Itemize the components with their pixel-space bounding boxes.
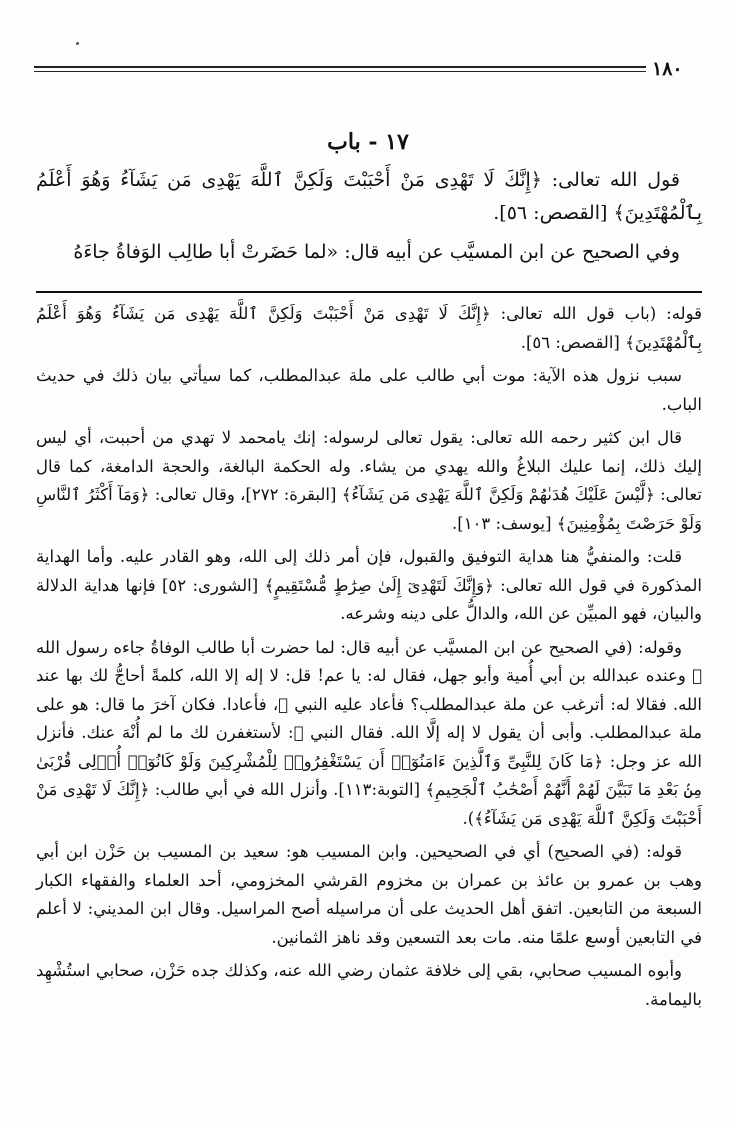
- header-rule-thick: [34, 66, 646, 68]
- commentary-paragraph: وأبوه المسيب صحابي، بقي إلى خلافة عثمان رضي الله عنه، وكذلك جده حَزْن، صحابي استُشْهِد باليمامة.: [36, 961, 702, 1009]
- commentary-paragraph: قلت: والمنفيُّ هنا هداية التوفيق والقبول، فإن أمر ذلك إلى الله، وهو القادر عليه. وأما الهداية المذكورة في قول الله تعالى: ﴿وَإِنَّكَ لَتَهْدِىٓ إِلَىٰ صِرَٰطٍ مُّسْتَقِيمٍ﴾ [الشورى: ٥٢] فإنها هداية الدلالة والبيان، فهو المبيِّن عن الله، والدالُّ على دينه وشرعه.: [36, 547, 702, 623]
- commentary-paragraph: وقوله: (في الصحيح عن ابن المسيَّب عن أبيه قال: لما حضرت أبا طالب الوفاةُ جاءه رسول الله ﷺ وعنده عبدالله بن أبي أُمية وأبو جهل، فقال له: يا عم! قل: لا إله إلا الله، كلمةً أحاجُّ لك بها عند الله. فقالا له: أترغب عن ملة عبدالمطلب؟ فأعاد عليه النبي ﷺ، فأعادا. فكان آخرَ ما قال: هو على ملة عبدالمطلب. وأبى أن يقول لا إله إلَّا الله. فقال النبي ﷺ: لأستغفرن لك ما لم أُنْهَ عنك. فأنزل الله عز وجل: ﴿مَا كَانَ لِلنَّبِىِّ وَٱلَّذِينَ ءَامَنُوٓا۟ أَن يَسْتَغْفِرُوا۟ لِلْمُشْرِكِينَ وَلَوْ كَانُوٓا۟ أُو۟لِى قُرْبَىٰ مِنۢ بَعْدِ مَا تَبَيَّنَ لَهُمْ أَنَّهُمْ أَصْحَٰبُ ٱلْجَحِيمِ﴾ [التوبة:١١٣]. وأنزل الله في أبي طالب: ﴿إِنَّكَ لَا تَهْدِى مَنْ أَحْبَبْتَ وَلَكِنَّ ٱللَّهَ يَهْدِى مَن يَشَآءُ﴾).: [36, 637, 702, 828]
- main-text: [36, 164, 702, 275]
- chapter-title: ١٧ - باب: [327, 129, 409, 155]
- commentary: [36, 300, 702, 1019]
- commentary-paragraph: قال ابن كثير رحمه الله تعالى: يقول تعالى لرسوله: إنك يامحمد لا تهدي من أحببت، أي ليس إليك ذلك، إنما عليك البلاغُ والله يهدي من يشاء. وله الحكمة البالغة، والحجة الدامغة، كما قال تعالى: ﴿لَّيْسَ عَلَيْكَ هُدَىٰهُمْ وَلَكِنَّ ٱللَّهَ يَهْدِى مَن يَشَآءُ﴾ [البقرة: ٢٧٢]، وقال تعالى: ﴿وَمَآ أَكْثَرُ ٱلنَّاسِ وَلَوْ حَرَصْتَ بِمُؤْمِنِينَ﴾ [يوسف: ١٠٣].: [36, 428, 702, 533]
- page-number: ١٨٠: [652, 58, 683, 80]
- commentary-paragraph: سبب نزول هذه الآية: موت أبي طالب على ملة عبدالمطلب، كما سيأتي بيان ذلك في حديث الباب.: [36, 366, 702, 414]
- header-rule-thin: [34, 71, 646, 72]
- section-divider: [36, 291, 702, 293]
- main-paragraph: قول الله تعالى: ﴿إِنَّكَ لَا تَهْدِى مَنْ أَحْبَبْتَ وَلَكِنَّ ٱللَّهَ يَهْدِى مَن يَشَآءُ وَهُوَ أَعْلَمُ بِٱلْمُهْتَدِينَ﴾ [القصص: ٥٦].: [36, 169, 702, 224]
- ink-speck: [76, 42, 79, 45]
- main-paragraph: وفي الصحيح عن ابن المسيَّب عن أبيه قال: «لما حَضَرتْ أبا طالِب الوَفاةُ جاءَهُ: [73, 241, 680, 263]
- commentary-paragraph: قوله: (في الصحيح) أي في الصحيحين. وابن المسيب هو: سعيد بن المسيب بن حَزْن ابن أبي وهب بن عمرو بن عائذ بن عمران بن مخزوم القرشي المخزومي، أحد العلماء والفقهاء الكبار السبعة من التابعين. اتفق أهل الحديث على أن مراسيله أصح المراسيل. وقال ابن المديني: لا أعلم في التابعين أوسع علمًا منه. مات بعد التسعين وقد ناهز الثمانين.: [36, 842, 702, 947]
- commentary-paragraph: قوله: (باب قول الله تعالى: ﴿إِنَّكَ لَا تَهْدِى مَنْ أَحْبَبْتَ وَلَكِنَّ ٱللَّهَ يَهْدِى مَن يَشَآءُ وَهُوَ أَعْلَمُ بِٱلْمُهْتَدِينَ﴾ [القصص: ٥٦].: [36, 304, 702, 352]
